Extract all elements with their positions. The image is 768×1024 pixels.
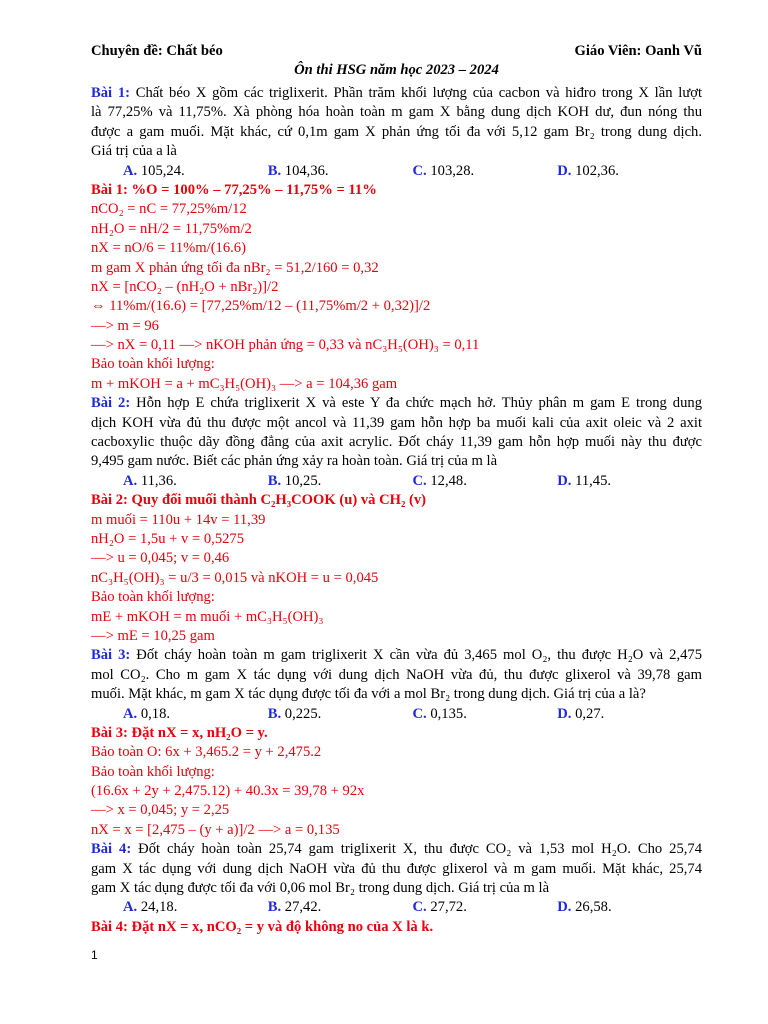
solution-line: Bảo toàn O: 6x + 3,465.2 = y + 2,475.2 xyxy=(91,744,322,761)
option-a: A. 0,18. xyxy=(123,705,171,722)
question-line: Bài 3: Đốt cháy hoàn toàn m gam triglixerit X cần vừa đủ 3,465 mol O₂, thu được H₂O và 2,475 xyxy=(91,647,703,664)
solution-line: m gam X phản ứng tối đa nBr₂ = 51,2/160 = 0,32 xyxy=(91,259,379,276)
option-a: A. 24,18. xyxy=(123,899,178,916)
solution-line: mE + mKOH = m muối + mC₃H₅(OH)₃ xyxy=(91,608,324,625)
question-line: gam X tác dụng với dung dịch NaOH vừa đủ thu được glixerol và m gam muối. Mặt khác, 25,74 xyxy=(91,860,702,877)
solution-line: nH₂O = nH/2 = 11,75%m/2 xyxy=(91,220,252,237)
solution-line: nC₃H₅(OH)₃ = u/3 = 0,015 và nKOH = u = 0,045 xyxy=(91,569,379,586)
solution-line: Bài 4: Đặt nX = x, nCO₂ = y và độ không no của X là k. xyxy=(91,918,434,935)
solution-line: Bảo toàn khối lượng: xyxy=(91,589,215,606)
page-number: 1 xyxy=(91,948,98,962)
option-a: A. 105,24. xyxy=(123,162,185,179)
solution-line: m muối = 110u + 14v = 11,39 xyxy=(91,511,266,528)
option-c: C. 0,135. xyxy=(412,705,467,722)
option-b: B. 104,36. xyxy=(267,162,329,179)
option-d: D. 26,58. xyxy=(557,899,612,916)
solution-line: ⇔ 11%m/(16.6) = [77,25%m/12 – (11,75%m/2 + 0,32)]/2 xyxy=(91,298,431,315)
answer-options xyxy=(91,705,702,724)
question-line: Giá trị của a là xyxy=(91,143,177,160)
question-line: Bài 1: Chất béo X gồm các triglixerit. Phần trăm khối lượng của cacbon và hiđro trong X lần lượt xyxy=(91,85,702,101)
solution-line: —> x = 0,045; y = 2,25 xyxy=(91,802,230,819)
solution-line: —> m = 96 xyxy=(91,317,159,334)
solution-line: nX = [nCO₂ – (nH₂O + nBr₂)]/2 xyxy=(91,278,279,295)
option-b: B. 0,225. xyxy=(267,705,322,722)
solution-line: Bài 2: Quy đổi muối thành C₂H₃COOK (u) và CH₂ (v) xyxy=(91,492,427,509)
question-4 xyxy=(91,840,702,918)
question-3 xyxy=(91,646,702,724)
question-label: Bài 1: xyxy=(91,85,130,101)
solution-line: —> mE = 10,25 gam xyxy=(91,627,215,644)
answer-options xyxy=(91,472,702,491)
teacher-label: Giáo Viên: Oanh Vũ xyxy=(574,43,702,59)
question-line: Bài 4: Đốt cháy hoàn toàn 25,74 gam triglixerit X, thu được CO₂ và 1,53 mol H₂O. Cho 25,74 xyxy=(91,841,702,858)
solution-line: (16.6x + 2y + 2,475.12) + 40.3x = 39,78 + 92x xyxy=(91,783,365,800)
question-line: mol CO₂. Cho m gam X tác dụng với dung dịch NaOH vừa đủ, thu được glixerol và 39,78 gam xyxy=(91,666,702,683)
option-b: B. 27,42. xyxy=(267,899,322,916)
question-label: Bài 2: xyxy=(91,395,131,412)
question-line: dịch KOH vừa đủ thu được một ancol và 11,39 gam hỗn hợp ba muối kali của axit oleic và 2 axit xyxy=(91,414,702,431)
solution-2 xyxy=(91,491,702,646)
question-line: được a gam muối. Mặt khác, cứ 0,1m gam X phản ứng tối đa với 5,12 gam Br₂ trong dung dịch. xyxy=(91,123,702,140)
topic-label: Chuyên đề: Chất béo xyxy=(91,43,223,59)
solution-line: nCO₂ = nC = 77,25%m/12 xyxy=(91,201,247,218)
solution-line: Bảo toàn khối lượng: xyxy=(91,763,215,780)
question-line: 9,495 gam nước. Biết các phản ứng xảy ra hoàn toàn. Giá trị của m là xyxy=(91,453,498,470)
document-page xyxy=(91,42,702,937)
option-d: D. 11,45. xyxy=(557,472,612,489)
answer-options xyxy=(91,162,702,181)
solution-line: m + mKOH = a + mC₃H₅(OH)₃ —> a = 104,36 gam xyxy=(91,375,398,392)
solution-line: —> nX = 0,11 —> nKOH phản ứng = 0,33 và nC₃H₅(OH)₃ = 0,11 xyxy=(91,337,480,354)
answer-options xyxy=(91,898,702,917)
solution-line: nX = x = [2,475 – (y + a)]/2 —> a = 0,135 xyxy=(91,821,340,838)
question-label: Bài 4: xyxy=(91,841,132,858)
solution-line: —> u = 0,045; v = 0,46 xyxy=(91,550,230,567)
solution-line: Bảo toàn khối lượng: xyxy=(91,356,215,373)
option-d: D. 0,27. xyxy=(557,705,605,722)
solution-line: Bài 1: %O = 100% – 77,25% – 11,75% = 11% xyxy=(91,181,377,198)
solution-line: nX = nO/6 = 11%m/(16.6) xyxy=(91,240,246,257)
question-1 xyxy=(91,84,702,181)
option-b: B. 10,25. xyxy=(267,472,322,489)
question-line: cacboxylic thuộc dãy đồng đẳng của axit acrylic. Đốt cháy 11,39 gam hỗn hợp muối này thu được xyxy=(91,434,702,451)
option-c: C. 12,48. xyxy=(412,472,467,489)
exam-subtitle: Ôn thi HSG năm học 2023 – 2024 xyxy=(294,62,499,78)
option-c: C. 103,28. xyxy=(412,162,475,179)
page-header xyxy=(91,42,702,61)
question-line: là 77,25% và 11,75%. Xà phòng hóa hoàn toàn m gam X bằng dung dịch KOH dư, đun nóng thu xyxy=(91,104,702,121)
question-2 xyxy=(91,394,702,491)
option-c: C. 27,72. xyxy=(412,899,467,916)
solution-line: nH₂O = 1,5u + v = 0,5275 xyxy=(91,530,245,547)
solution-line: Bài 3: Đặt nX = x, nH₂O = y. xyxy=(91,724,268,741)
question-label: Bài 3: xyxy=(91,647,131,664)
solution-3 xyxy=(91,724,702,840)
option-a: A. 11,36. xyxy=(123,472,177,489)
question-line: muối. Mặt khác, m gam X tác dụng được tối đa với a mol Br₂ trong dung dịch. Giá trị của a là? xyxy=(91,686,646,703)
solution-4 xyxy=(91,918,702,937)
option-d: D. 102,36. xyxy=(557,162,619,179)
question-line: Bài 2: Hỗn hợp E chứa triglixerit X và este Y đa chức mạch hở. Thủy phân m gam E trong dung xyxy=(91,395,702,412)
question-line: gam X tác dụng được tối đa với 0,06 mol Br₂ trong dung dịch. Giá trị của m là xyxy=(91,880,550,897)
solution-1 xyxy=(91,181,702,394)
